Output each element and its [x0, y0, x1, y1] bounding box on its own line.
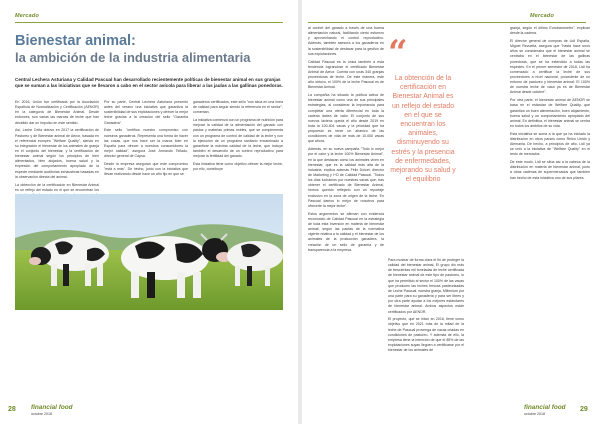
quote-mark-icon: “ — [388, 33, 408, 73]
right-page — [302, 0, 600, 424]
issue-date: octubre 2018 — [524, 412, 545, 416]
paragraph: Así, Leche Celta obtuvo en 2017 la certificación de Pastoreo y de Bienestar animal de Aenor, basada en el referencial europeo "Welfare Quality", siendo en su integración el bienestar de los animales de granja en el conjunto del bienestar, y la certificación de bienestar animal según los principios de bien alimentados, bien alojados, buena salud y la expresión del comportamiento apropiado de la especie mediante auditorías exhaustivas basadas en la observación directa del animal. — [15, 128, 99, 179]
pull-quote-box — [388, 33, 458, 253]
left-column-3 — [193, 100, 283, 192]
article-lead: Central Lechera Asturiana y Calidad Pascual han desarrollado recientemente políticas de bienestar animal en sus granjas que se suman a las iniciativas que se llevaron a cabo en el sector avícola para liberar a las jaulas a las gallinas ponedoras. — [15, 77, 283, 88]
right-column-2 — [388, 258, 464, 402]
paragraph: granja, según el último Eurobarómetro", explican desde la cadena. — [510, 26, 590, 36]
paragraph: De este modo, Lidl se sitúa así a la cabeza de la distribución en materia de bienestar animal, junto a otras cadenas de supermercados que también han hecho de esta iniciativa uno de sus pilares. — [510, 160, 590, 180]
section-rule — [308, 22, 586, 23]
section-tag: Mercado — [15, 13, 40, 19]
paragraph: Desde la empresa aseguran que este compromiso "está a más". De hecho, junto con la iniciativa que llevan realizando desde hace un año fijo en que se — [104, 161, 188, 177]
paragraph: Por su parte, Central Lechera Asturiana presentó antes del verano una iniciativa que garantiza la sostenibilidad de sus explotaciones y ofrecer la mejor leche gracias a la creación del sello "Garantía Ganadera". — [104, 100, 188, 125]
issue-date: octubre 2018 — [31, 412, 52, 416]
paragraph: Esta iniciativa se suma a la que ya ha iniciado la distribución en otros países como Reino Unido y Alemania. De hecho, a principios de año, Lidl ya se unió a la iniciativa de "Welfare Quality" en el resto de mercados. — [510, 131, 590, 157]
paragraph: Este sello "certifica nuestro compromiso con nuestros ganaderos. Representa una forma de hacer las cosas, que nos hace ser la marca líder en España para ofrecer a nuestros consumidores la mejor calidad", asegura José Armando Tellado, director general de Capsa. — [104, 128, 188, 159]
paragraph: Además, en su nueva campaña "Todo lo mejor por el calor y la leche 100% Bienestar Animal", en la que destacan cómo los animales viven en bienestar, que es la calidad más alta de la industria, explica además Félix Dolcet, director de Marketing y I+D de Calidad Pascual. "Todos los días luchamos por nuestras vacas que, tras obtener el certificado de Bienestar Animal, hemos querido reflejarlo con un reportaje exclusivo en la zona de origen de la leche. En Pascual damos lo mejor de nosotros para ofrecerte la mejor leche". — [308, 147, 384, 208]
left-page — [0, 0, 298, 424]
publication-logo: financial food — [524, 404, 566, 411]
left-column-2 — [104, 100, 188, 192]
paragraph: El director general de compras de Lidl España, Miguel Revuelta, asegura que "hasta hace unos años se consideraba que el bienestar animal se centraba en el bienestar de las gallinas ponedoras, que se ha extendido a todas las especies. En el primer semestre de 2018, Lidl ha comenzado a certificar la leche de sus proveedores a nivel nacional, procedente de un entorno de pastoreo y bienestar animal. El 100% de nuestra leche de vaca ya es de Bienestar Animal desde octubre". — [510, 38, 590, 95]
paragraph: En 2016, Unión fue certificada por la Asociación Española de Normalización y Certificación (AENOR) en la categoría de Bienestar Animal. Desde entonces, son varias las marcas de leche que han decidido dar un impulso en este sentido. — [15, 100, 99, 125]
right-column-1 — [308, 26, 384, 402]
pull-quote: La obtención de la certificación en Bienestar Animal es un reflejo del estado en el que se encuentran los animales, disminuyendo su estrés y la presencia de enfermedades, mejorando su salud y el equilibrio — [390, 75, 456, 184]
page-number: 29 — [580, 406, 588, 413]
paragraph: La compañía ha situado la política activa de bienestar animal como una de sus principales estrategias, al considerar la importancia para completar una oferta diferencial en toda la cadena láctea de valor. El conjunto de sus nuevos lácteos queda el año desde 2019 en toda la 100.404 vacas y la prioridad que ha propuesto es tener un abanico de las condiciones de vida de más de 10.000 vacas que ahora. — [308, 93, 384, 144]
page-number: 28 — [8, 406, 16, 413]
paragraph: Por otra parte, el bienestar animal de AENOR se basa en el estándar de Welfare Quality, que garantiza un buen alimentación, buen alojamiento, buena salud y un comportamiento apropiado del animal. En definitiva, el bienestar animal se centra en todos los ámbitos de su vida. — [510, 98, 590, 128]
paragraph: ganaderos certificados, este sello "nos sitúa en una línea de calidad para seguir siendo la referencia en el sector", comentan. — [193, 100, 283, 115]
right-column-3 — [510, 26, 590, 402]
paragraph: al confort del ganado a través de una buena alimentación natural, facilitando cierto esfuerzo y aprovechando el control reproductivo. Además, también asesora a los ganaderos en la sostenibilidad de destacar para la gestión de sus explotaciones. — [308, 26, 384, 56]
section-tag: Mercado — [530, 13, 555, 19]
paragraph: Esta iniciativa tiene como objetivo ofrecer la mejor leche, por ello, contribuye — [193, 161, 283, 172]
paragraph: Calidad Pascual es la única también a esta tendencia lograndose el certificado Bienestar Animal de Aenor. Cuenta con unas 340 granjas proveedoras de leche. De este manera, este año obtuvo, el 100% de la leche Pascual es de Bienestar Animal. — [308, 59, 384, 90]
paragraph: Estos argumentos se afirman con evidencia reconocido de Calidad Pascual en la estrategia de toda esta inversión en materia de bienestar animal, según las pautas de la normativa vigente relativa a la calidad y el bienestar de los animales de la producción ganadera, la creación de un sello de garantía y de transparencia a la empresa. — [308, 211, 384, 252]
paragraph: La obtención de la certificación en Bienestar Animal es un reflejo del estado en el que se encuentran los — [15, 182, 99, 192]
article-title: Bienestar animal: — [15, 33, 136, 49]
cows-photo — [15, 194, 283, 310]
cows-illustration — [15, 194, 283, 310]
article-subtitle: la ambición de la industria alimentaria — [15, 50, 251, 65]
paragraph: Para mostrar de forma clara el fin de proteger la calidad del bienestar animal, El grupo dio más de trescientas mil toneladas de leche certificada de bienestar animal de este tipo de pastoreo, lo que ha permitido al sector el 100% de las vacas que producen las leches frescas pasteurizadas de Leche Pascual, nuestra granja, Millenium por una parte para su ganadería y para ser libres y por otra parte ayudar a los mejores estándares de bienestar animal. Ambos aspectos están certificados por AENOR. — [388, 258, 464, 314]
paragraph: El proyecto, que se inició en 2016, tiene como objetivo que en 2021 más de la mitad de la leche de Pascual provenga de vacas criadas en condiciones de pastoreo. Y además de ello, la empresa tiene la intención de que el 85% de las explotaciones suyas lleguen a certificarse por el bienestar de los animales de — [388, 317, 464, 353]
paragraph: La iniciativa comienza con un programa de nutrición para mejorar la calidad de la alimentación del ganado con pastos y materias primas nobles, que se complementa con un programa de control de calidad de la leche y con la ejecución de un programa sanitario encaminado a garantizar la máxima calidad de la leche, que incluye también el desarrollo de un control reproductivo para mejorar la fertilidad del ganado. — [193, 118, 283, 159]
publication-logo: financial food — [31, 404, 73, 411]
section-rule — [15, 22, 283, 23]
